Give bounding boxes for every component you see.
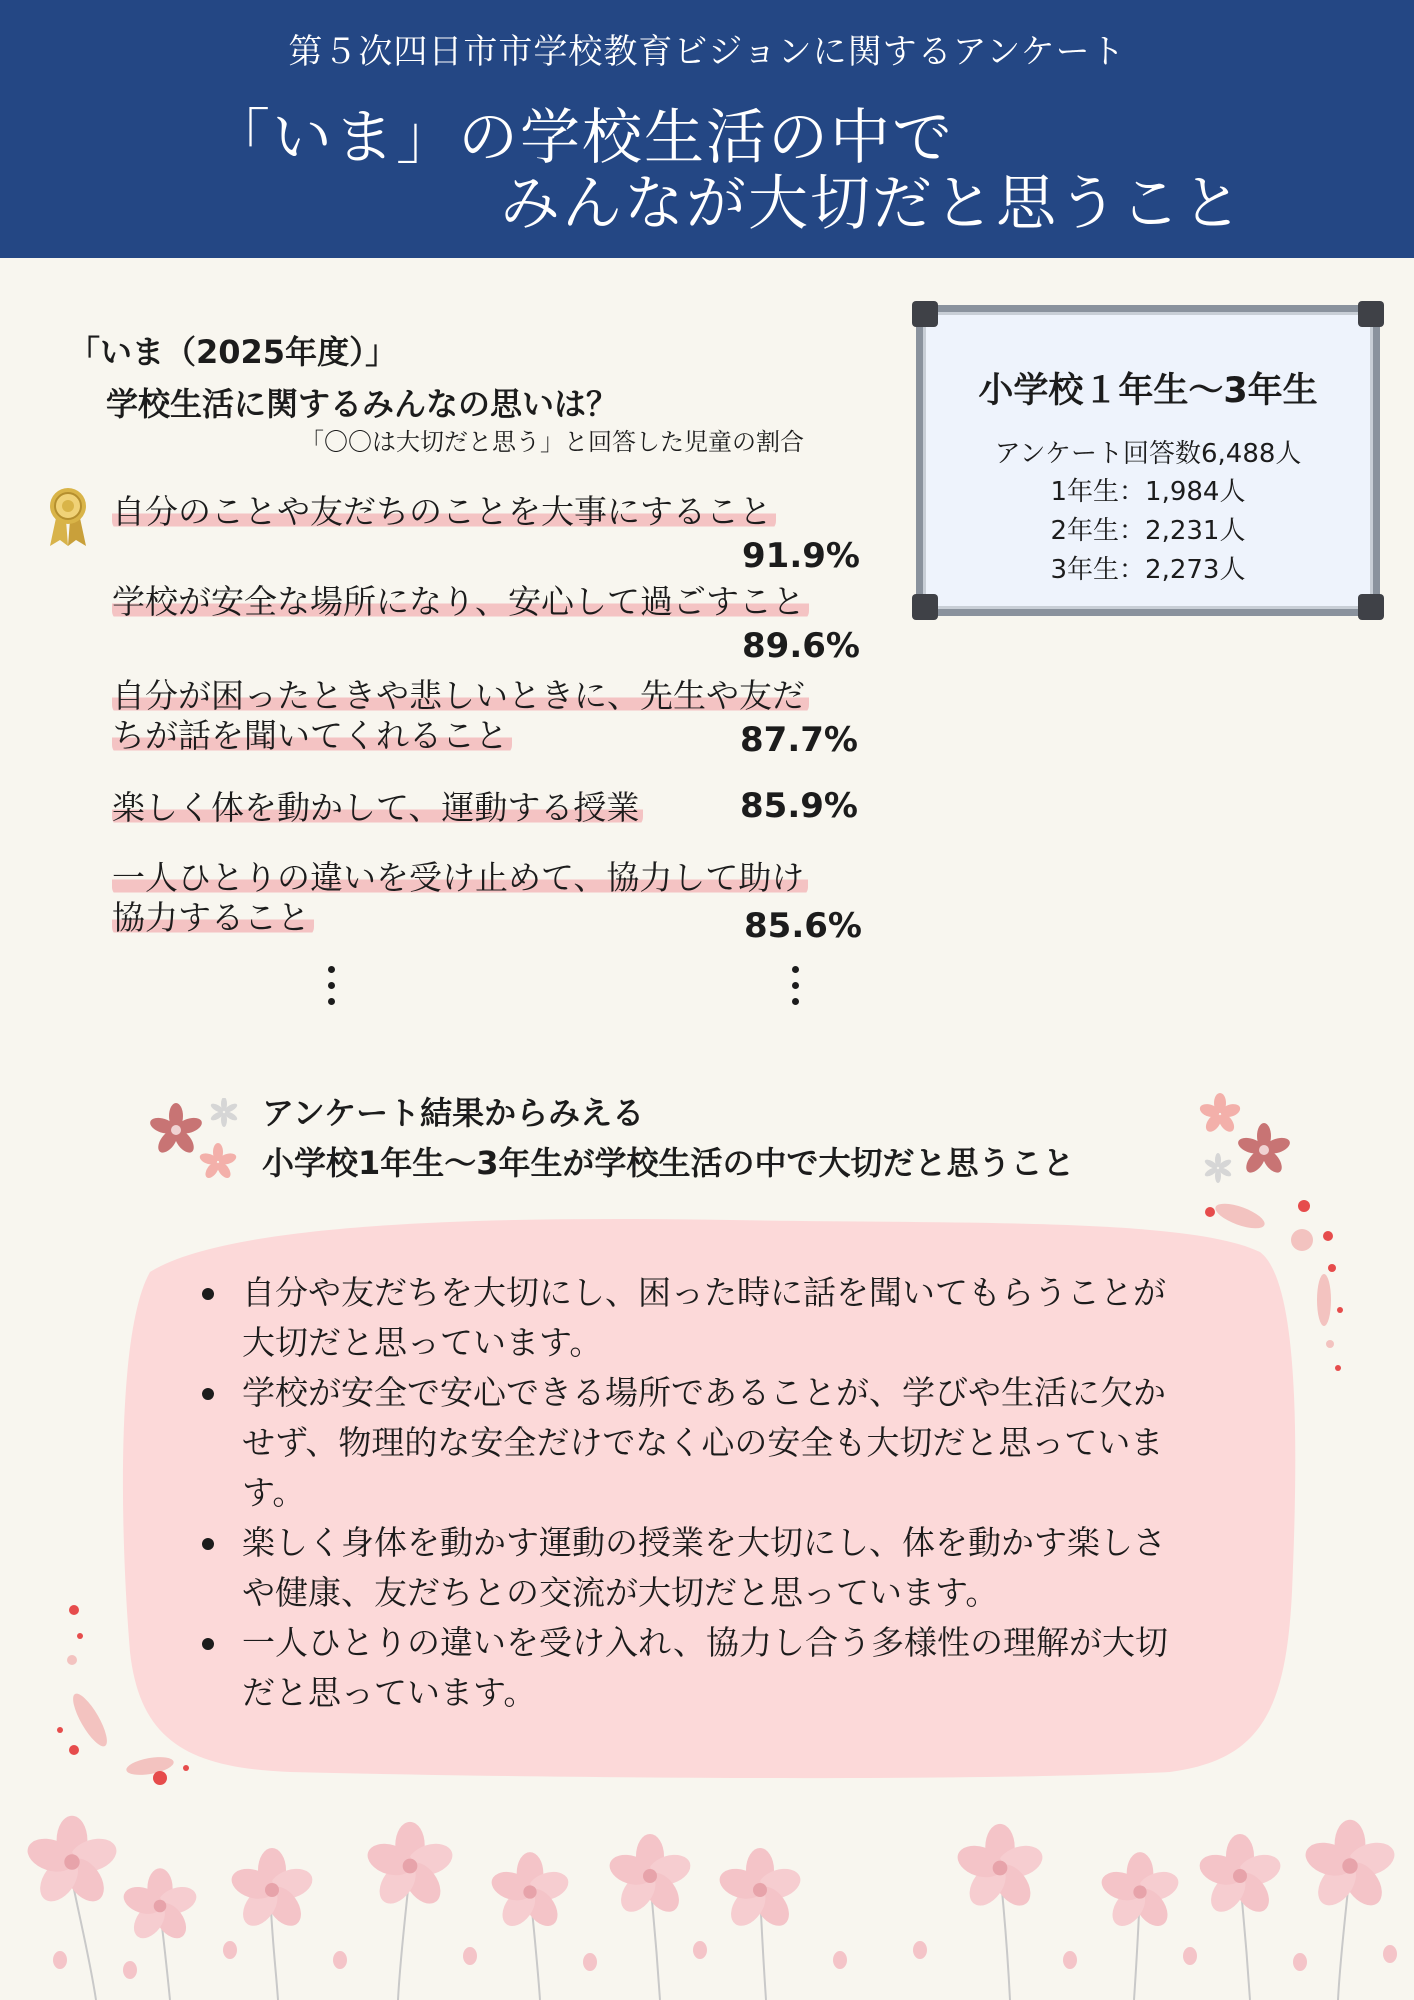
medal-icon <box>46 486 90 548</box>
board-total: アンケート回答数6,488人 <box>994 439 1302 469</box>
survey-subtitle: 第５次四日市市学校教育ビジョンに関するアンケート <box>288 32 1126 72</box>
continuation-dots-right <box>792 966 800 1012</box>
conclusion-item-4: 一人ひとりの違いを受け入れ、協力し合う多様性の理解が大切 だと思っています。 <box>196 1618 1256 1718</box>
ranking-item-3-text-line1: 自分が困ったときや悲しいときに、先生や友だ <box>112 676 809 715</box>
section-title-line2: 学校生活に関するみんなの思いは？ <box>106 385 619 423</box>
page-title-line1: 「いま」の学校生活の中で <box>210 103 954 173</box>
flower-icon <box>1190 1088 1310 1198</box>
board-grade3: 3年生：2,273人 <box>1050 555 1246 585</box>
ranking-item-1-percent: 91.9% <box>742 536 860 576</box>
page-title-line2: みんなが大切だと思うこと <box>500 169 1244 239</box>
board-corner <box>1358 594 1384 620</box>
section-note: 「〇〇は大切だと思う」と回答した児童の割合 <box>300 428 804 456</box>
ranking-item-1-text: 自分のことや友だちのことを大事にすること <box>112 492 776 531</box>
ranking-item-5 <box>112 858 808 938</box>
conclusion-item-2: 学校が安全で安心できる場所であることが、学びや生活に欠か せず、物理的な安全だけでなく心の安全も大切だと思っていま す。 <box>196 1368 1256 1518</box>
board-grade1: 1年生：1,984人 <box>1050 477 1246 507</box>
flower-border <box>0 1810 1414 2000</box>
ranking-item-4-text: 楽しく体を動かして、運動する授業 <box>112 788 643 827</box>
ranking-item-2-text: 学校が安全な場所になり、安心して過ごすこと <box>112 582 809 621</box>
ranking-item-5-text-line1: 一人ひとりの違いを受け止めて、協力して助け <box>112 858 808 897</box>
ranking-item-5-text-line2: 協力すること <box>112 898 314 937</box>
board-grade2: 2年生：2,231人 <box>1050 516 1246 546</box>
conclusion-item-1: 自分や友だちを大切にし、困った時に話を聞いてもらうことが 大切だと思っています。 <box>196 1268 1256 1368</box>
flower-icon <box>144 1098 254 1188</box>
conclusion-title <box>262 1088 1075 1188</box>
ranking-item-3-text-line2: ちが話を聞いてくれること <box>112 716 512 755</box>
board-corner <box>912 301 938 327</box>
section-title <box>68 326 618 430</box>
ranking-item-3 <box>112 676 809 756</box>
ranking-item-2 <box>112 582 809 622</box>
board-corner <box>912 594 938 620</box>
continuation-dots-left <box>328 966 336 1012</box>
conclusion-title-line1: アンケート結果からみえる <box>262 1094 645 1132</box>
ranking-item-4 <box>112 788 643 828</box>
section-title-line1: 「いま（2025年度）」 <box>68 333 398 371</box>
conclusion-list <box>196 1268 1256 1718</box>
board-corner <box>1358 301 1384 327</box>
petal-decoration <box>50 1590 220 1790</box>
ranking-item-3-percent: 87.7% <box>740 720 858 760</box>
ranking-item-1 <box>112 492 776 532</box>
header-banner <box>0 0 1414 258</box>
ranking-item-5-percent: 85.6% <box>744 906 862 946</box>
ranking-item-2-percent: 89.6% <box>742 626 860 666</box>
respondent-board <box>916 305 1380 616</box>
conclusion-title-line2: 小学校1年生～3年生が学校生活の中で大切だと思うこと <box>262 1144 1075 1182</box>
conclusion-item-3: 楽しく身体を動かす運動の授業を大切にし、体を動かす楽しさ や健康、友だちとの交流が大切だと思っています。 <box>196 1518 1256 1618</box>
board-title: 小学校１年生～3年生 <box>978 371 1318 411</box>
ranking-item-4-percent: 85.9% <box>740 786 858 826</box>
